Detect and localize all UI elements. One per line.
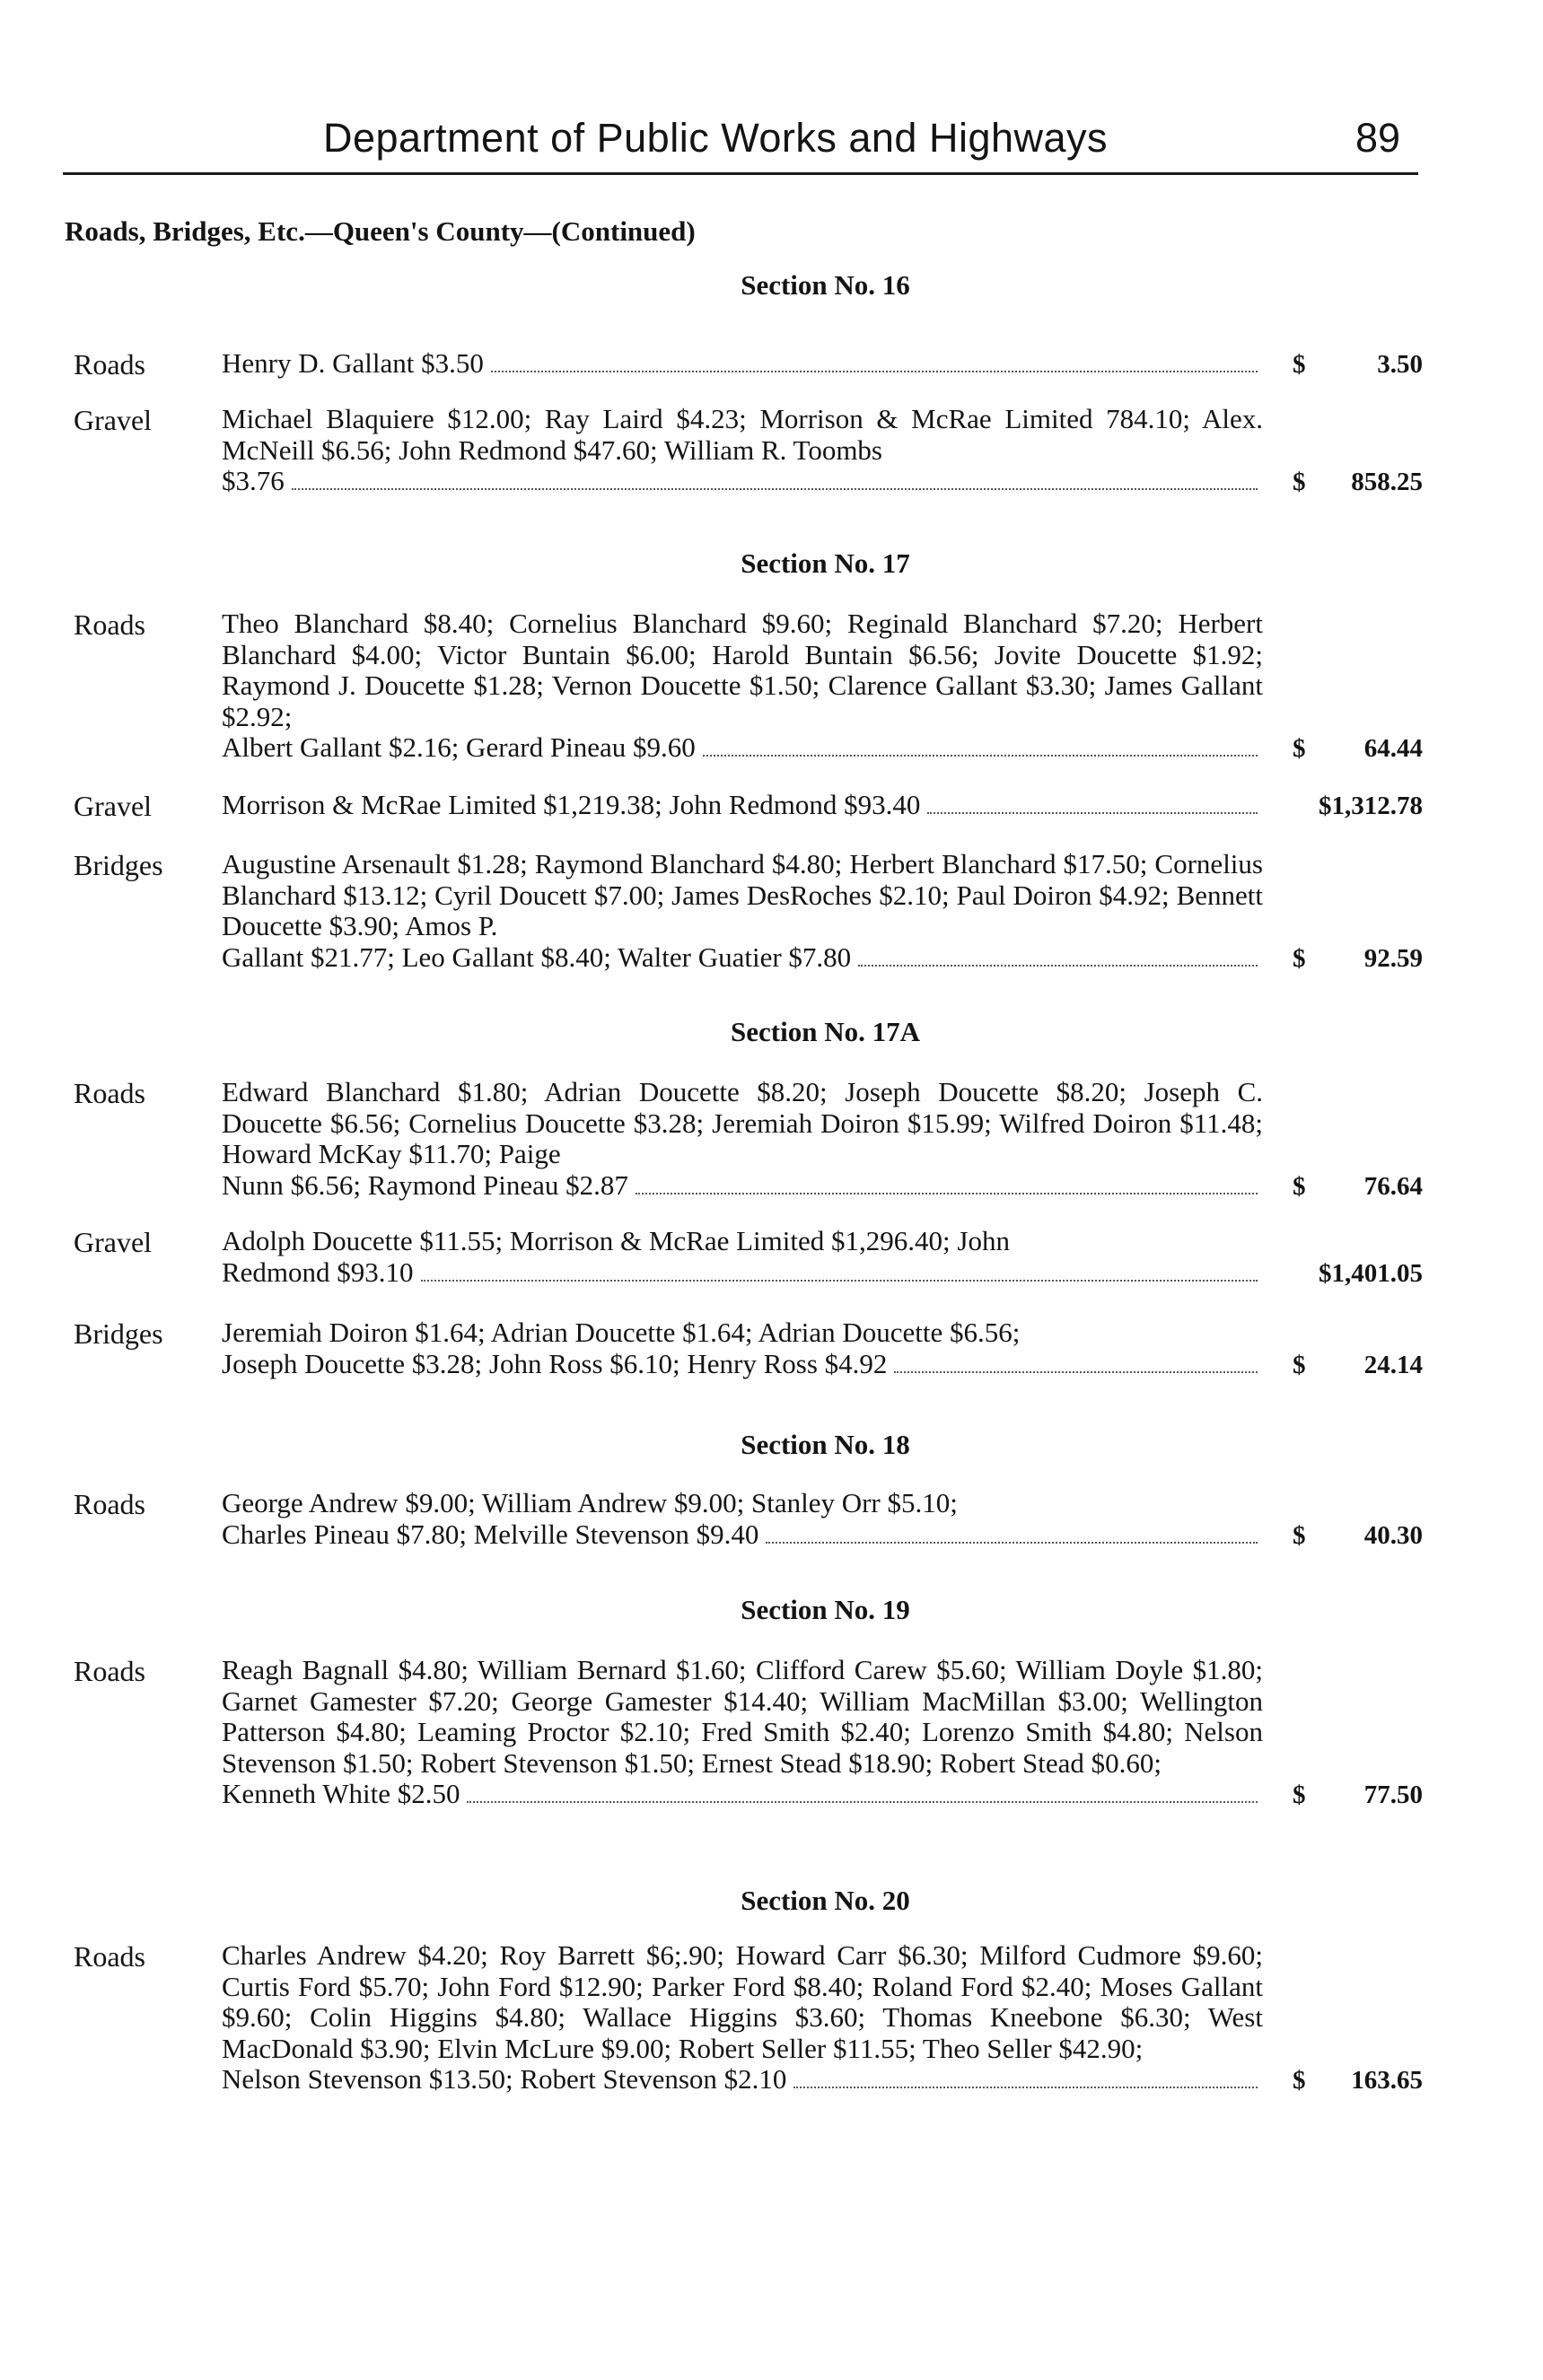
entry-last-line xyxy=(222,348,1263,380)
amount-value: 92.59 xyxy=(1363,943,1423,973)
section-heading: Section No. 16 xyxy=(741,269,910,301)
entry-last-line-text: Nelson Stevenson $13.50; Robert Stevenson $2.10 xyxy=(222,2063,787,2095)
entry-last-line-text: Henry D. Gallant $3.50 xyxy=(222,347,484,379)
entry-category: Gravel xyxy=(74,404,153,436)
running-head xyxy=(0,115,1543,165)
entry-payees xyxy=(222,1488,1263,1550)
entry-last-line xyxy=(222,790,1263,821)
entry-payee-lines: Theo Blanchard $8.40; Cornelius Blanchard $9.60; Reginald Blanchard $7.20; Herbert Blanchard $4.00; Victor Buntain $6.00; Harold Buntain $6.56; Jovite Doucette $1.92; Raymond J. Doucette $1.28; Vernon Doucette $1.50; Clarence Gallant $3.30; James Gallant $2.92; xyxy=(222,608,1263,732)
entry-last-line xyxy=(222,942,1263,974)
entry-payees xyxy=(222,1077,1263,1201)
amount-value: 77.50 xyxy=(1363,1781,1423,1809)
entry-last-line-text: $3.76 xyxy=(222,465,285,496)
entry-last-line xyxy=(222,1349,1263,1380)
entry-payee-lines: Adolph Doucette $11.55; Morrison & McRae Limited $1,296.40; John xyxy=(222,1225,1010,1256)
dollar-sign: $ xyxy=(1293,1171,1306,1201)
entry-last-line-text: Joseph Doucette $3.28; John Ross $6.10; Henry Ross $4.92 xyxy=(222,1347,888,1379)
entry-last-line xyxy=(222,1170,1263,1202)
entry-payee-lines: Edward Blanchard $1.80; Adrian Doucette $8.20; Joseph Doucette $8.20; Joseph C. Doucette $6.56; Cornelius Doucette $3.28; Jeremiah Doiron $15.99; Wilfred Doiron $11.48; Howard McKay $11.70; Paige xyxy=(222,1076,1263,1169)
amount-value: 24.14 xyxy=(1363,1350,1423,1379)
dot-leader xyxy=(703,754,1258,757)
dot-leader xyxy=(421,1279,1258,1282)
amount-value: $1,312.78 xyxy=(1319,792,1423,820)
entry-category: Roads xyxy=(74,1488,145,1520)
entry-payees xyxy=(222,790,1263,821)
dot-leader xyxy=(793,2086,1258,2088)
entry-last-line-text: Gallant $21.77; Leo Gallant $8.40; Walter Guatier $7.80 xyxy=(222,941,852,973)
dot-leader xyxy=(491,370,1258,372)
dollar-sign: $ xyxy=(1293,468,1306,496)
entry-last-line-text: Nunn $6.56; Raymond Pineau $2.87 xyxy=(222,1168,628,1201)
entry-payee-lines: Augustine Arsenault $1.28; Raymond Blanchard $4.80; Herbert Blanchard $17.50; Cornelius Blanchard $13.12; Cyril Doucett $7.00; James DesRoches $2.10; Paul Doiron $4.92; Bennett Doucette $3.90; Amos P. xyxy=(222,848,1263,941)
entry-category: Bridges xyxy=(74,849,163,881)
amount-value: $1,401.05 xyxy=(1319,1258,1423,1288)
amount-value: 76.64 xyxy=(1363,1171,1423,1201)
section-heading: Section No. 17A xyxy=(731,1016,920,1047)
dollar-sign: $ xyxy=(1293,1781,1306,1809)
dollar-sign: $ xyxy=(1293,1350,1306,1379)
entry-payees xyxy=(222,608,1263,764)
entry-payees xyxy=(222,1226,1263,1288)
entry-last-line xyxy=(222,1257,1263,1289)
dollar-sign: $ xyxy=(1293,1520,1306,1550)
entry-payees xyxy=(222,404,1263,497)
entry-category: Roads xyxy=(74,348,145,381)
dollar-sign: $ xyxy=(1293,350,1306,379)
entry-category: Roads xyxy=(74,608,145,641)
entry-payees xyxy=(222,849,1263,973)
dot-leader xyxy=(292,487,1258,490)
entry-payee-lines: Charles Andrew $4.20; Roy Barrett $6;.90; Howard Carr $6.30; Milford Cudmore $9.60; Curtis Ford $5.70; John Ford $12.90; Parker Ford $8.40; Roland Ford $2.40; Moses Gallant $9.60; Colin Higgins $4.80; Wallace Higgins $3.60; Thomas Kneebone $6.30; West MacDonald $3.90; Elvin McLure $9.00; Robert Seller $11.55; Theo Seller $42.90; xyxy=(222,1939,1263,2064)
page-number: 89 xyxy=(1355,115,1401,161)
continuation-subhead: Roads, Bridges, Etc.—Queen's County—(Continued) xyxy=(65,215,696,247)
entry-last-line xyxy=(222,466,1263,497)
entry-payees xyxy=(222,1655,1263,1810)
entry-payees xyxy=(222,1940,1263,2096)
dollar-sign: $ xyxy=(1293,2066,1306,2095)
dot-leader xyxy=(927,811,1258,814)
entry-payee-lines: Michael Blaquiere $12.00; Ray Laird $4.23; Morrison & McRae Limited 784.10; Alex. McNeill $6.56; John Redmond $47.60; William R. Toombs xyxy=(222,403,1263,466)
entry-payees xyxy=(222,1317,1263,1379)
section-heading: Section No. 17 xyxy=(741,547,910,579)
amount-value: 858.25 xyxy=(1351,468,1423,496)
section-heading: Section No. 18 xyxy=(741,1429,910,1460)
dot-leader xyxy=(467,1800,1258,1803)
section-heading: Section No. 19 xyxy=(741,1594,910,1625)
entry-category: Roads xyxy=(74,1655,145,1687)
entry-last-line-text: Charles Pineau $7.80; Melville Stevenson $9.40 xyxy=(222,1518,759,1550)
entry-category: Bridges xyxy=(74,1317,163,1350)
amount-value: 3.50 xyxy=(1377,350,1423,379)
amount-value: 163.65 xyxy=(1351,2066,1423,2095)
running-title: Department of Public Works and Highways xyxy=(323,115,1109,161)
entry-category: Roads xyxy=(74,1940,145,1973)
entry-last-line xyxy=(222,732,1263,764)
dot-leader xyxy=(894,1370,1258,1373)
header-rule xyxy=(63,172,1418,175)
section-heading: Section No. 20 xyxy=(741,1885,910,1916)
entry-last-line-text: Redmond $93.10 xyxy=(222,1256,414,1288)
entry-payee-lines: Jeremiah Doiron $1.64; Adrian Doucette $1.64; Adrian Doucette $6.56; xyxy=(222,1317,1021,1348)
dollar-sign: $ xyxy=(1293,943,1306,973)
entry-payees xyxy=(222,348,1263,380)
entry-last-line-text: Morrison & McRae Limited $1,219.38; John Redmond $93.40 xyxy=(222,789,921,820)
entry-last-line-text: Kenneth White $2.50 xyxy=(222,1778,460,1809)
entry-category: Gravel xyxy=(74,790,153,822)
amount-value: 64.44 xyxy=(1363,734,1423,763)
amount-value: 40.30 xyxy=(1363,1520,1423,1550)
entry-last-line xyxy=(222,1779,1263,1810)
dot-leader xyxy=(766,1541,1258,1544)
entry-last-line xyxy=(222,2064,1263,2096)
dot-leader xyxy=(636,1192,1258,1194)
entry-last-line xyxy=(222,1519,1263,1551)
entry-category: Gravel xyxy=(74,1226,153,1258)
dot-leader xyxy=(858,964,1258,967)
dollar-sign: $ xyxy=(1293,734,1306,763)
entry-payee-lines: George Andrew $9.00; William Andrew $9.00; Stanley Orr $5.10; xyxy=(222,1487,958,1518)
entry-last-line-text: Albert Gallant $2.16; Gerard Pineau $9.60 xyxy=(222,731,696,763)
entry-category: Roads xyxy=(74,1077,145,1109)
entry-payee-lines: Reagh Bagnall $4.80; William Bernard $1.60; Clifford Carew $5.60; William Doyle $1.80; Garnet Gamester $7.20; George Gamester $14.40; William MacMillan $3.00; Wellington Patterson $4.80; Leaming Proctor $2.10; Fred Smith $2.40; Lorenzo Smith $4.80; Nelson Stevenson $1.50; Robert Stevenson $1.50; Ernest Stead $18.90; Robert Stead $0.60; xyxy=(222,1654,1263,1779)
